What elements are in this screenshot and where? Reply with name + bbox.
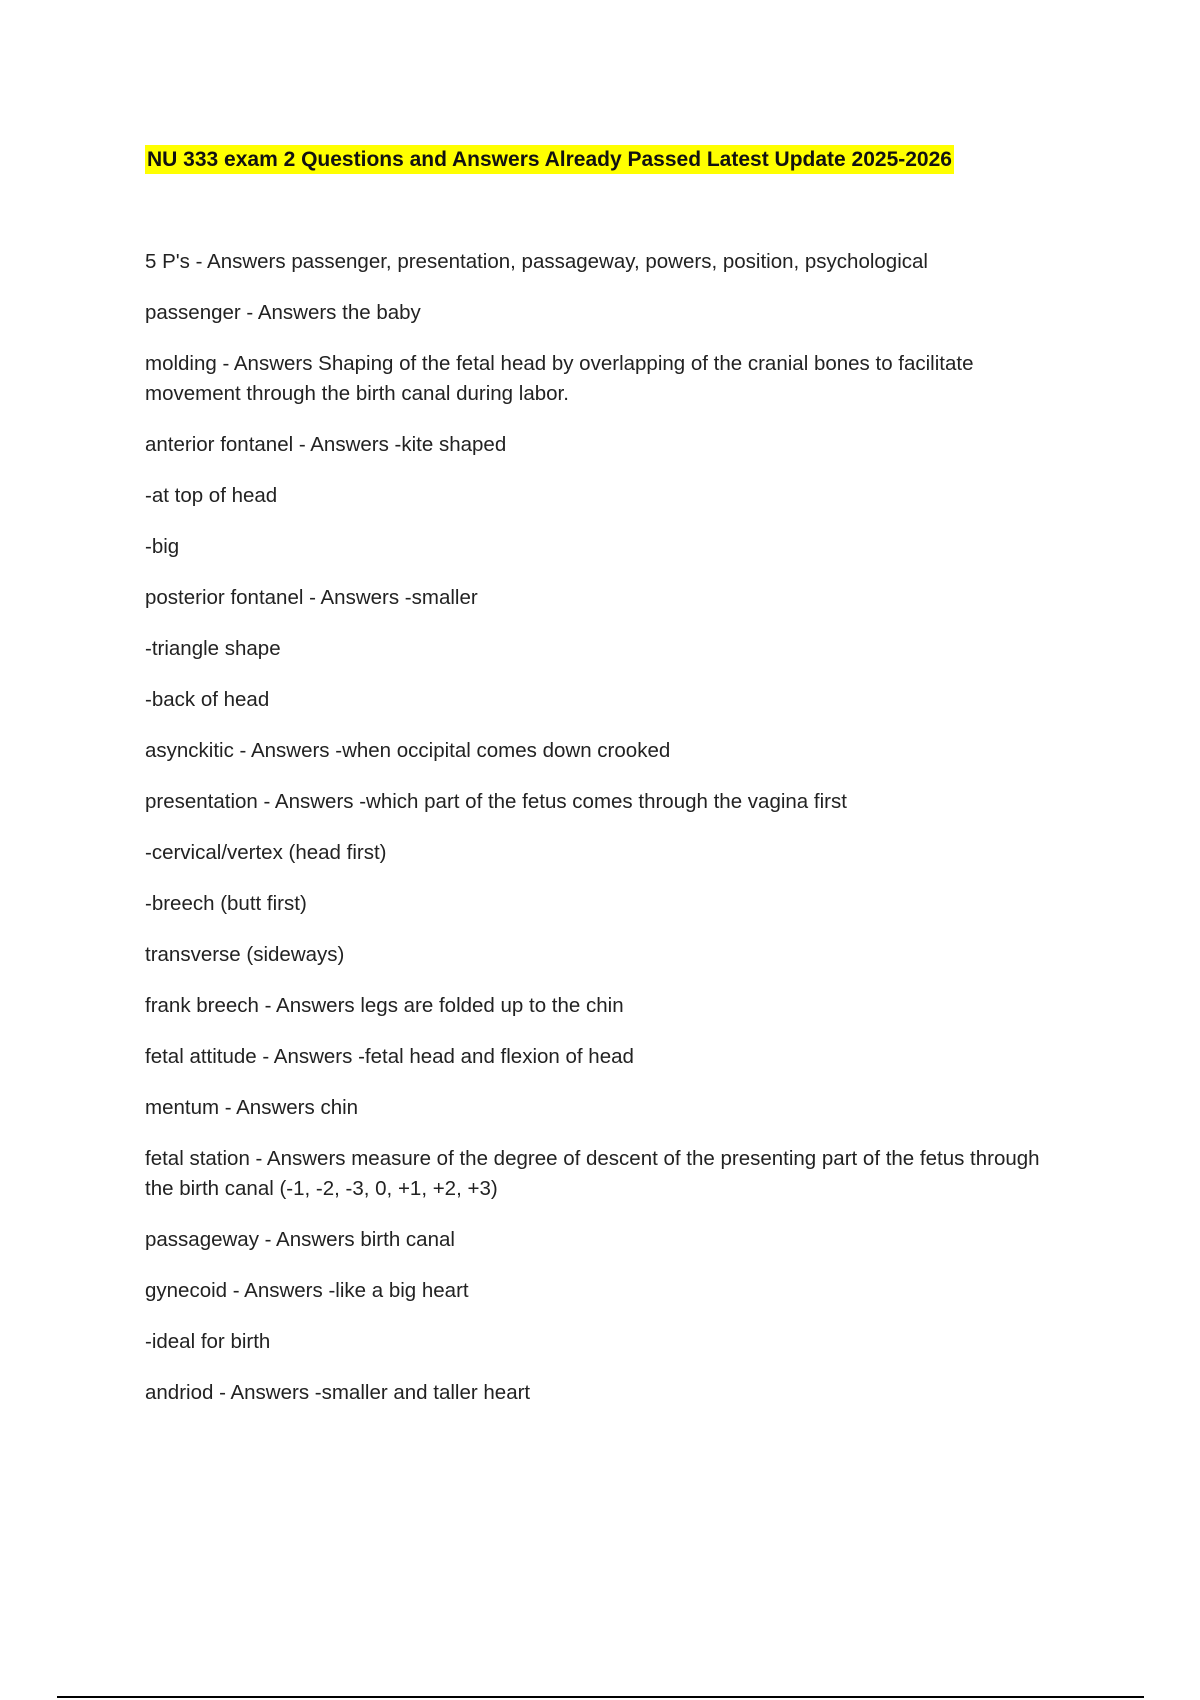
body-line: asynckitic - Answers -when occipital comes down crooked (145, 739, 671, 762)
body-line: andriod - Answers -smaller and taller heart (145, 1381, 531, 1404)
body-line: passageway - Answers birth canal (145, 1228, 455, 1251)
footer-divider (57, 1696, 1144, 1698)
title-block (145, 145, 954, 174)
body-line: transverse (sideways) (145, 943, 345, 966)
body-line: mentum - Answers chin (145, 1096, 359, 1119)
body-line: -cervical/vertex (head first) (145, 841, 387, 864)
body-line: posterior fontanel - Answers -smaller (145, 586, 478, 609)
document-body (145, 247, 1065, 1429)
body-line: fetal attitude - Answers -fetal head and flexion of head (145, 1045, 634, 1068)
body-line: gynecoid - Answers -like a big heart (145, 1279, 469, 1302)
body-line: -back of head (145, 688, 270, 711)
body-line: -big (145, 535, 180, 558)
body-line: -breech (butt first) (145, 892, 307, 915)
body-line: frank breech - Answers legs are folded up to the chin (145, 994, 624, 1017)
body-line: presentation - Answers -which part of the fetus comes through the vagina first (145, 790, 847, 813)
body-line: anterior fontanel - Answers -kite shaped (145, 433, 507, 456)
body-line: -ideal for birth (145, 1330, 271, 1353)
body-line: -at top of head (145, 484, 278, 507)
body-line: passenger - Answers the baby (145, 301, 421, 324)
document-title: NU 333 exam 2 Questions and Answers Already Passed Latest Update 2025-2026 (145, 145, 954, 174)
body-line: 5 P's - Answers passenger, presentation, passageway, powers, position, psychological (145, 250, 928, 273)
body-line: fetal station - Answers measure of the degree of descent of the presenting part of the fetus through the birth canal (-1, -2, -3, 0, +1, +2, +3) (145, 1147, 1040, 1200)
body-line: -triangle shape (145, 637, 281, 660)
body-line: molding - Answers Shaping of the fetal head by overlapping of the cranial bones to facilitate movement through the birth canal during labor. (145, 352, 974, 405)
